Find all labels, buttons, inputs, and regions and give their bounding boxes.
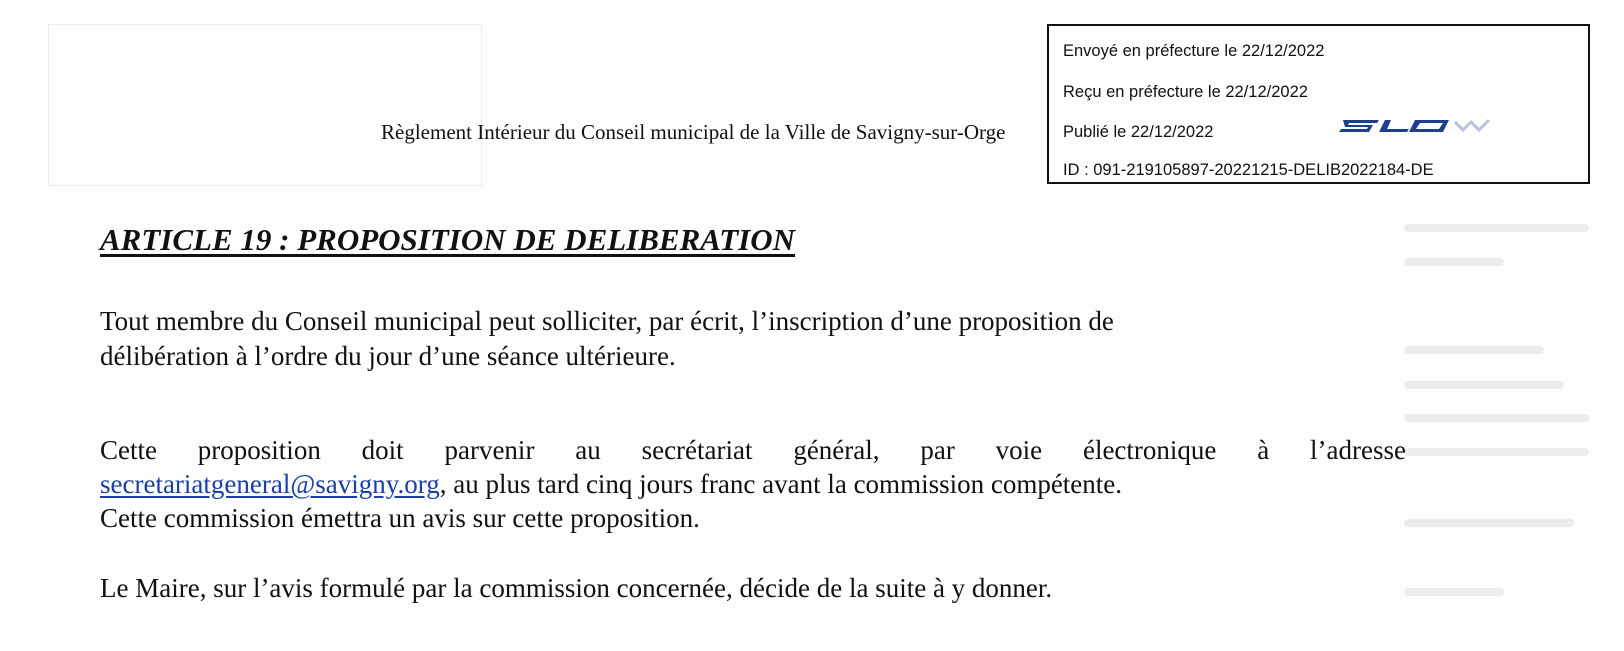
paragraph-1-line-2: délibération à l’ordre du jour d’une séance ultérieure. — [100, 341, 676, 371]
stamp-received-date: Reçu en préfecture le 22/12/2022 — [1063, 83, 1308, 101]
paragraph-1-line-1: Tout membre du Conseil municipal peut solliciter, par écrit, l’inscription d’une proposition de — [100, 306, 1114, 336]
article-title: ARTICLE 19 : PROPOSITION DE DELIBERATION — [100, 222, 796, 257]
stamp-sent-date: Envoyé en préfecture le 22/12/2022 — [1063, 42, 1325, 60]
email-link[interactable]: secretariatgeneral@savigny.org — [100, 469, 440, 499]
slow-logo — [1339, 112, 1509, 138]
document-header-title: Règlement Intérieur du Conseil municipal de la Ville de Savigny-sur-Orge — [381, 120, 1006, 144]
paragraph-2-line-2-text: , au plus tard cinq jours franc avant la commission compétente. — [439, 469, 1123, 499]
paragraph-3: Le Maire, sur l’avis formulé par la commission concernée, décide de la suite à y donner. — [100, 573, 1053, 603]
stamp-published-date: Publié le 22/12/2022 — [1063, 123, 1214, 141]
paragraph-2-line-3: Cette commission émettra un avis sur cette proposition. — [100, 503, 700, 533]
prefecture-stamp — [1047, 24, 1590, 184]
stamp-id: ID : 091-219105897-20221215-DELIB2022184-DE — [1063, 161, 1434, 179]
paragraph-2-line-2 — [100, 467, 1122, 501]
paragraph-2-line-1: Cette proposition doit parvenir au secrétariat général, par voie électronique à l’adresse — [100, 435, 1406, 465]
